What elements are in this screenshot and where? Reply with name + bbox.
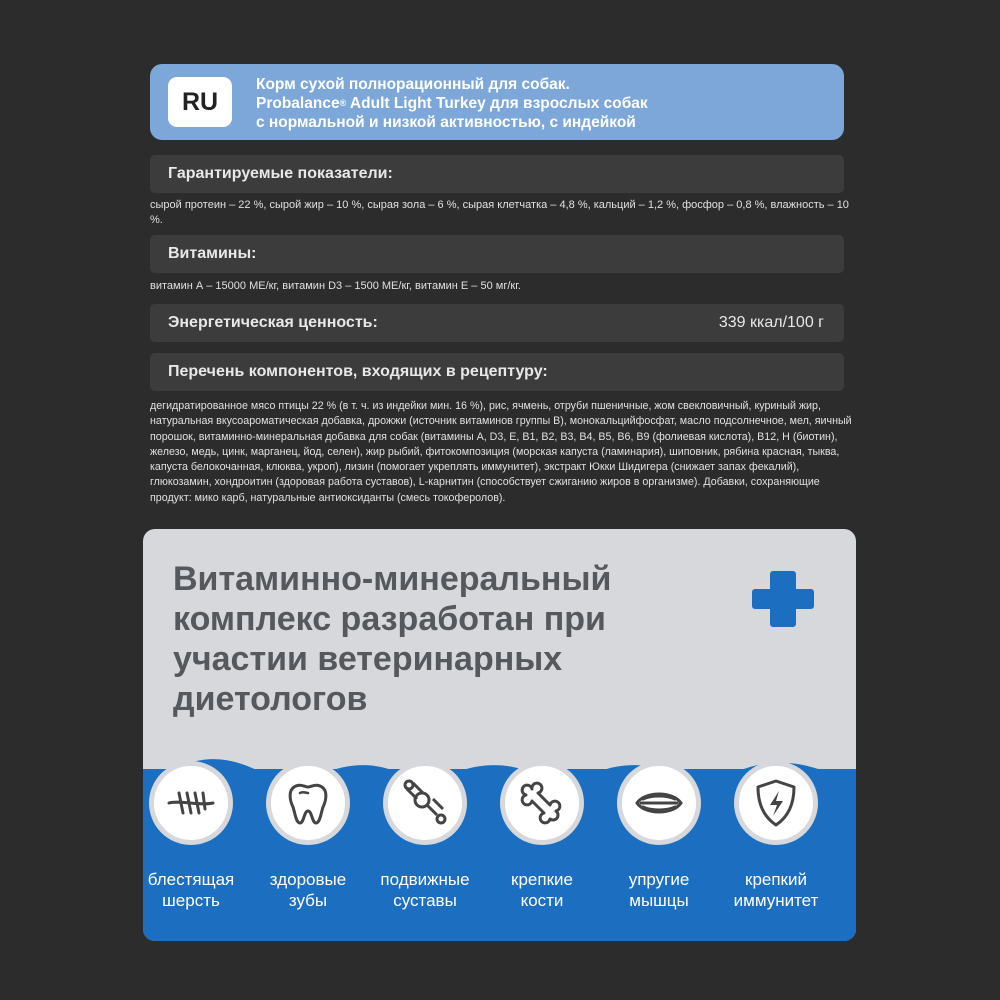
benefit-label-line1: упругие <box>628 870 690 889</box>
panel-title: Витаминно-минеральный комплекс разработан при участии ветеринарных диетологов <box>173 560 612 718</box>
guaranteed-section-bar <box>150 155 844 193</box>
vet-complex-panel <box>143 529 856 941</box>
benefit-label-line2: иммунитет <box>733 891 819 910</box>
vitamins-title: Витамины: <box>168 245 257 262</box>
benefit-label-line1: здоровые <box>269 870 347 889</box>
guaranteed-title: Гарантируемые показатели: <box>168 165 393 182</box>
benefit-label-line2: мышцы <box>629 891 689 910</box>
energy-section-bar <box>150 304 844 342</box>
brand-name: Probalance <box>256 95 340 112</box>
energy-value: 339 ккал/100 г <box>718 314 824 331</box>
benefit-immunity <box>721 761 831 911</box>
ingredients-title: Перечень компонентов, входящих в рецептуру: <box>168 363 548 380</box>
benefit-label-line2: зубы <box>288 891 328 910</box>
vitamins-text: витамин А – 15000 МЕ/кг, витамин D3 – 1500 МЕ/кг, витамин Е – 50 мг/кг. <box>150 280 521 292</box>
plus-icon <box>751 567 815 631</box>
benefit-label-line1: подвижные <box>380 870 470 889</box>
benefit-label-line1: крепкий <box>745 870 807 889</box>
benefit-label-line1: крепкие <box>511 870 573 889</box>
header-line-1: Корм сухой полнорационный для собак. <box>256 76 570 93</box>
tooth-icon <box>266 761 350 845</box>
benefit-joints <box>370 761 480 911</box>
muscle-icon <box>617 761 701 845</box>
energy-title: Энергетическая ценность: <box>168 314 378 331</box>
benefit-label-line2: кости <box>520 891 564 910</box>
vitamins-section-bar <box>150 235 844 273</box>
product-header <box>150 64 844 140</box>
benefit-teeth <box>253 761 363 911</box>
bone-icon <box>500 761 584 845</box>
language-badge: RU <box>168 77 232 127</box>
benefit-fur <box>143 761 246 911</box>
joint-icon <box>383 761 467 845</box>
ingredients-section-bar <box>150 353 844 391</box>
shield-icon <box>734 761 818 845</box>
benefit-label-line2: суставы <box>393 891 457 910</box>
benefit-bones <box>487 761 597 911</box>
benefit-muscles <box>604 761 714 911</box>
registered-mark: ® <box>339 98 347 108</box>
guaranteed-text: сырой протеин – 22 %, сырой жир – 10 %, сырая зола – 6 %, сырая клетчатка – 4,8 %, кальций – 1,2 %, фосфор – 0,8 %, влажность – 10 %. <box>150 199 849 226</box>
benefit-label-line2: шерсть <box>162 891 220 910</box>
ingredients-text: дегидратированное мясо птицы 22 % (в т. ч. из индейки мин. 16 %), рис, ячмень, отруби пшеничные, жом свекловичный, куриный жир, натуральная вкусоароматическая добавка, дрожжи (источник витаминов группы В), монокальцийфосфат, масло подсолнечное, мел, яичный порошок, витаминно-минеральная добавка для собак (витамины А, D3, Е, В1, В2, В3, В4, В5, В6, В9 (фолиевая кислота), В12, Н (биотин), железо, медь, цинк, марганец, йод, селен), жир рыбий, фитокомпозиция (морская капуста (ламинария), шиповник, рябина красная, тыква, капуста белокочанная, клюква, укроп), лизин (помогает укреплять иммунитет), экстракт Юкки Шидигера (снижает запах фекалий), глюкозамин, хондроитин (здоровая работа суставов), L-карнитин (способствует сжиганию жиров в организме). Добавки, сохраняющие продукт: мико карб, натуральные антиоксиданты (смесь токоферолов). <box>150 400 852 504</box>
benefit-label-line1: блестящая <box>147 870 235 889</box>
header-line-3: с нормальной и низкой активностью, с индейкой <box>256 114 636 131</box>
header-line-2 <box>256 94 836 113</box>
header-line-2-rest: Adult Light Turkey для взрослых собак <box>346 95 648 112</box>
product-description <box>256 75 836 132</box>
fur-icon <box>149 761 233 845</box>
